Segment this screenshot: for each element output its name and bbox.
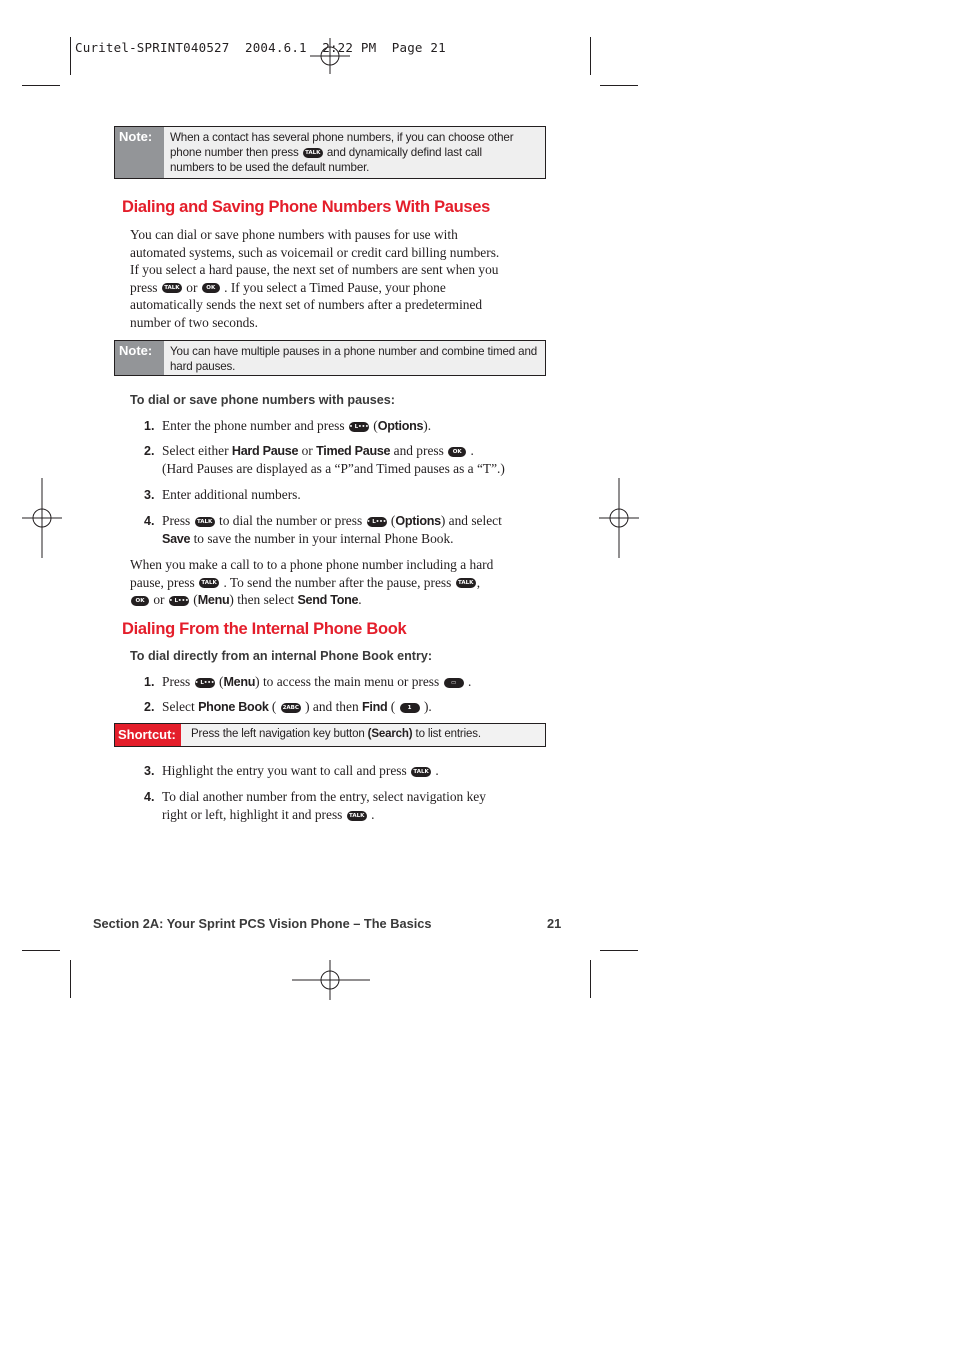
registration-mark-left — [22, 478, 62, 558]
hard-pause-paragraph — [130, 556, 544, 610]
text-part: ). — [423, 699, 432, 714]
note-text — [170, 344, 539, 374]
step-number: 1. — [144, 675, 155, 689]
note-text — [170, 130, 539, 175]
menu-key-icon: • L••• — [169, 597, 189, 604]
one-key-icon: 1 — [400, 703, 420, 713]
text-part: ) and select — [440, 513, 502, 528]
crop-mark — [22, 950, 60, 951]
text-part: , — [476, 574, 481, 590]
text-part: Select either — [162, 443, 229, 458]
step-number: 1. — [144, 419, 155, 433]
printer-slug: Curitel-SPRINT040527 2004.6.1 2:22 PM Page 21 — [75, 40, 446, 55]
bold-term: Menu — [223, 675, 256, 689]
note-line: numbers to be used the default number. — [170, 161, 370, 174]
note-line: When a contact has several phone numbers, if you can choose other — [170, 131, 514, 144]
bold-term: Timed Pause — [316, 444, 391, 458]
procedure-subheading: To dial directly from an internal Phone Book entry: — [130, 649, 433, 663]
talk-key-icon: TALK — [456, 578, 476, 588]
paragraph-line: If you select a hard pause, the next set of numbers are sent when you — [130, 262, 499, 277]
text-part: Press the left navigation key button — [191, 728, 365, 740]
bold-term: Hard Pause — [231, 444, 299, 458]
step-line — [162, 806, 547, 824]
talk-key-icon: TALK — [303, 148, 323, 158]
crop-mark — [600, 950, 638, 951]
text-part: . — [435, 763, 439, 778]
note-label: Note: — [115, 127, 164, 178]
registration-mark-right — [599, 478, 639, 558]
text-part: . To send the number after the pause, press — [223, 574, 452, 590]
text-part: ( — [219, 674, 224, 689]
bold-term: (Search) — [367, 728, 413, 740]
ok-key-icon: OK — [202, 283, 220, 293]
text-part: Select — [162, 699, 195, 714]
paragraph-line: number of two seconds. — [130, 314, 258, 330]
text-part: press — [130, 279, 158, 295]
text-part: ) to access the main menu or press — [255, 674, 440, 689]
step-number: 4. — [144, 790, 155, 804]
text-part: ( — [193, 592, 198, 607]
page-number: 21 — [547, 916, 562, 931]
text-part: ( — [390, 513, 396, 528]
text-part: Highlight the entry you want to call and press — [162, 763, 407, 778]
text-part: Enter the phone number and press — [162, 418, 345, 433]
bold-term: Find — [362, 700, 388, 714]
text-part: or — [301, 443, 313, 458]
menu-key-icon: • L••• — [194, 679, 215, 686]
step-text: Enter additional numbers. — [162, 487, 301, 502]
step-line: To dial another number from the entry, select navigation key — [162, 789, 486, 804]
step-line — [162, 442, 547, 460]
crop-mark — [70, 37, 71, 75]
text-part: or — [186, 279, 198, 295]
text-part: or — [153, 592, 165, 607]
section-heading: Dialing and Saving Phone Numbers With Pauses — [122, 198, 491, 216]
intro-paragraph — [130, 226, 544, 331]
text-part: . — [467, 674, 472, 689]
footer-section-title: Section 2A: Your Sprint PCS Vision Phone – The Basics — [93, 916, 432, 931]
section-heading: Dialing From the Internal Phone Book — [122, 620, 407, 638]
paragraph-line: automatically sends the next set of numbers after a predetermined — [130, 297, 483, 312]
step-line — [162, 530, 547, 548]
shortcut-label: Shortcut: — [115, 724, 181, 746]
bold-term: Save — [162, 532, 191, 546]
step-number: 2. — [144, 444, 155, 458]
step-line — [162, 512, 547, 530]
crop-mark — [600, 85, 638, 86]
menu-key-icon: • L••• — [349, 423, 369, 430]
text-part: ( — [271, 699, 277, 714]
talk-key-icon: TALK — [162, 283, 182, 293]
text-part: . — [371, 807, 375, 822]
note-box — [114, 126, 546, 179]
bold-term: Send Tone — [297, 593, 359, 607]
phone-book-key-icon: ▭ — [444, 678, 464, 688]
two-key-icon: 2ABC — [282, 704, 299, 711]
crop-mark — [590, 960, 591, 998]
step-number: 4. — [144, 514, 155, 528]
registration-mark-bottom — [292, 960, 370, 1000]
ok-key-icon: OK — [131, 596, 149, 606]
talk-key-icon: TALK — [347, 811, 367, 821]
step-number: 2. — [144, 700, 155, 714]
paragraph-line: When you make a call to to a phone phone number including a hard — [130, 557, 494, 572]
bold-term: Options — [395, 514, 441, 528]
text-part: ). — [423, 418, 432, 433]
procedure-subheading: To dial or save phone numbers with pauses: — [130, 393, 395, 407]
shortcut-box — [114, 723, 546, 747]
note-line — [170, 145, 539, 160]
talk-key-icon: TALK — [199, 578, 219, 588]
step-line: (Hard Pauses are displayed as a “P”and Timed pauses as a “T”.) — [162, 461, 505, 476]
step-number: 3. — [144, 764, 155, 778]
text-part: ) then select — [229, 592, 295, 607]
step-text — [162, 762, 547, 780]
note-line: hard pauses. — [170, 360, 236, 373]
step-number: 3. — [144, 488, 155, 502]
talk-key-icon: TALK — [411, 767, 431, 777]
text-part: ) and then — [305, 699, 359, 714]
paragraph-line — [130, 279, 544, 297]
paragraph-line: automated systems, such as voicemail or credit card billing numbers. — [130, 244, 500, 260]
step-text — [162, 788, 547, 824]
text-part: to dial the number or press — [219, 513, 363, 528]
paragraph-line — [130, 591, 544, 610]
step-text — [162, 417, 547, 435]
bold-term: Options — [377, 419, 424, 433]
note-text-part: phone number then press — [170, 146, 299, 159]
text-part: ( — [390, 699, 396, 714]
text-part: . — [358, 592, 362, 607]
note-label: Note: — [115, 341, 164, 375]
text-part: to list entries. — [415, 728, 481, 740]
shortcut-text — [191, 728, 481, 740]
text-part: pause, press — [130, 574, 195, 590]
step-text — [162, 673, 547, 691]
step-text — [162, 442, 547, 478]
text-part: Press — [162, 513, 191, 528]
ok-key-icon: OK — [448, 447, 466, 457]
text-part: . — [470, 443, 474, 458]
paragraph-line: You can dial or save phone numbers with pauses for use with — [130, 227, 458, 242]
text-part: and press — [393, 443, 444, 458]
menu-key-icon: • L••• — [366, 518, 387, 525]
text-part: ( — [373, 418, 378, 433]
step-text — [162, 698, 547, 716]
note-line: You can have multiple pauses in a phone number and combine timed and — [170, 345, 538, 358]
note-text-part: and dynamically defind last call — [326, 146, 482, 159]
text-part: Press — [162, 674, 191, 689]
text-part: . If you select a Timed Pause, your phone — [224, 279, 446, 295]
text-part: right or left, highlight it and press — [162, 807, 343, 822]
paragraph-line — [130, 574, 544, 592]
crop-mark — [22, 85, 60, 86]
crop-mark — [590, 37, 591, 75]
text-part: to save the number in your internal Phone Book. — [193, 531, 454, 546]
crop-mark — [70, 960, 71, 998]
bold-term: Phone Book — [198, 700, 269, 714]
talk-key-icon: TALK — [195, 517, 215, 527]
bold-term: Menu — [197, 593, 230, 607]
note-box — [114, 340, 546, 376]
step-text — [162, 512, 547, 548]
